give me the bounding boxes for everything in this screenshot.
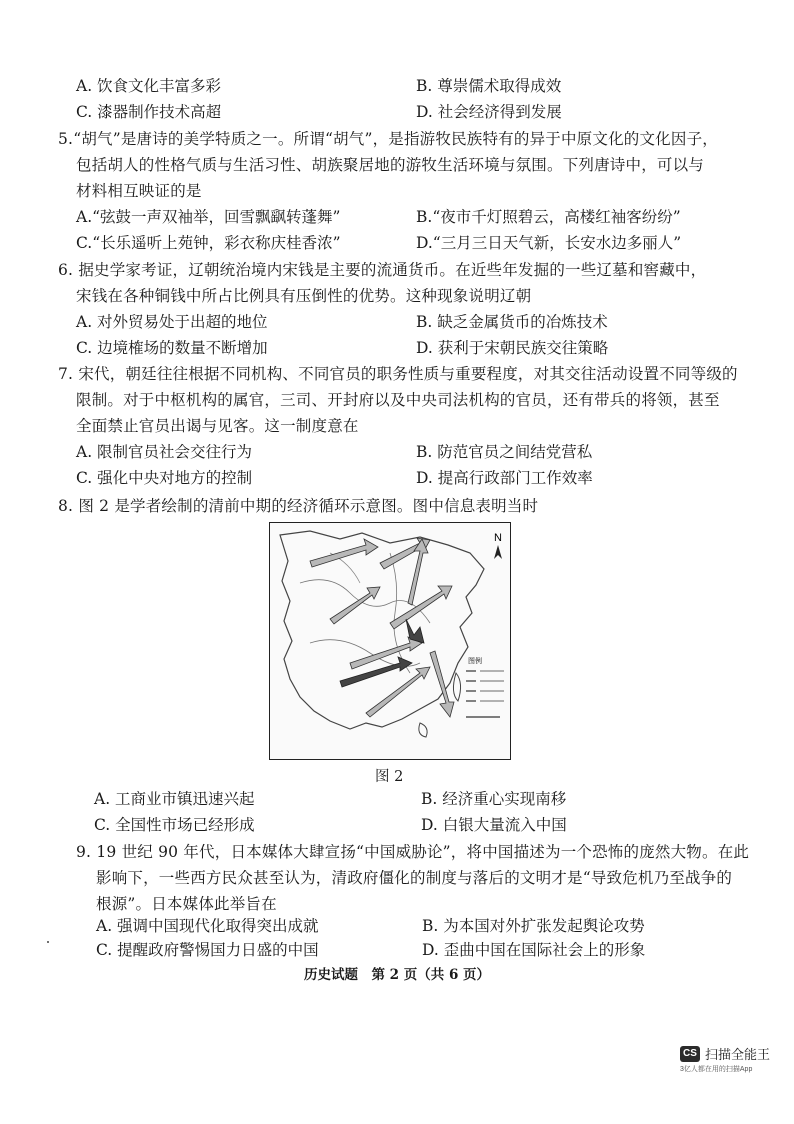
q5-stem-line-3: 材料相互映证的是 [76,182,202,200]
q8-option-c: C. 全国性市场已经形成 [94,816,255,834]
q4-option-d: D. 社会经济得到发展 [416,103,562,121]
scanner-watermark [680,1044,770,1063]
map-illustration [270,523,510,759]
q6-option-b: B. 缺乏金属货币的冶炼技术 [416,313,608,331]
q7-option-d: D. 提高行政部门工作效率 [416,469,593,487]
q9-stem-line-1: 9. 19 世纪 90 年代，日本媒体大肆宣扬“中国威胁论”，将中国描述为一个恐怖的庞然大物。在此 [76,843,750,861]
scan-speck [47,941,49,943]
q7-option-c: C. 强化中央对地方的控制 [76,469,253,487]
q9-option-b: B. 为本国对外扩张发起舆论攻势 [422,917,645,935]
q7-option-b: B. 防范官员之间结党营私 [416,443,593,461]
q6-option-a: A. 对外贸易处于出超的地位 [76,313,268,331]
camscanner-logo-icon: CS [680,1046,700,1062]
q9-option-a: A. 强调中国现代化取得突出成就 [96,917,319,935]
figure-caption: 图 2 [375,769,404,785]
q9-option-d: D. 歪曲中国在国际社会上的形象 [422,941,646,959]
q6-option-d: D. 获利于宋朝民族交往策略 [416,339,609,357]
economic-circulation-map [269,522,511,760]
q5-stem-line-2: 包括胡人的性格气质与生活习性、胡族聚居地的游牧生活环境与氛围。下列唐诗中，可以与 [76,156,705,174]
q6-stem-line-2: 宋钱在各种铜钱中所占比例具有压倒性的优势。这种现象说明辽朝 [76,287,532,305]
q6-option-c: C. 边境榷场的数量不断增加 [76,339,268,357]
q9-stem-line-2: 影响下，一些西方民众甚至认为，清政府僵化的制度与落后的文明才是“导致危机乃至战争的 [96,869,733,887]
q8-option-d: D. 白银大量流入中国 [421,816,567,834]
q5-option-d: D.“三月三日天气新，长安水边多丽人” [416,234,682,252]
q9-option-c: C. 提醒政府警惕国力日盛的中国 [96,941,319,959]
q7-stem-line-2: 限制。对于中枢机构的属官，三司、开封府以及中央司法机构的官员，还有带兵的将领，甚至 [76,391,720,409]
q8-stem-line-1: 8. 图 2 是学者绘制的清前中期的经济循环示意图。图中信息表明当时 [58,497,539,515]
q8-option-a: A. 工商业市镇迅速兴起 [94,790,255,808]
q4-option-b: B. 尊崇儒术取得成效 [416,77,562,95]
q6-stem-line-1: 6. 据史学家考证，辽朝统治境内宋钱是主要的流通货币。在近些年发掘的一些辽墓和窖藏中， [58,261,707,279]
q9-stem-line-3: 根源”。日本媒体此举旨在 [96,895,277,913]
legend-keys [466,671,504,717]
q7-stem-line-1: 7. 宋代，朝廷往往根据不同机构、不同官员的职务性质与重要程度，对其交往活动设置不同等级的 [58,365,738,383]
q5-option-a: A.“弦鼓一声双袖举，回雪飘飖转蓬舞” [76,208,341,226]
north-label: N [494,532,502,544]
scanner-name: 扫描全能王 [705,1047,771,1062]
q5-option-b: B.“夜市千灯照碧云，高楼红袖客纷纷” [416,208,681,226]
q5-option-c: C.“长乐遥听上苑钟，彩衣称庆桂香浓” [76,234,341,252]
q4-option-c: C. 漆器制作技术高超 [76,103,222,121]
q7-option-a: A. 限制官员社会交往行为 [76,443,253,461]
q7-stem-line-3: 全面禁止官员出谒与见客。这一制度意在 [76,417,359,435]
north-arrow-icon [494,545,502,559]
q4-option-a: A. 饮食文化丰富多彩 [76,77,222,95]
q8-option-b: B. 经济重心实现南移 [421,790,567,808]
q5-stem-line-1: 5.“胡气”是唐诗的美学特质之一。所谓“胡气”，是指游牧民族特有的异于中原文化的文化因子， [58,130,718,148]
page-footer: 历史试题 第 2 页（共 6 页） [303,967,491,983]
legend-title: 图例 [468,658,482,665]
scanner-tagline: 3亿人都在用的扫描App [680,1066,753,1073]
